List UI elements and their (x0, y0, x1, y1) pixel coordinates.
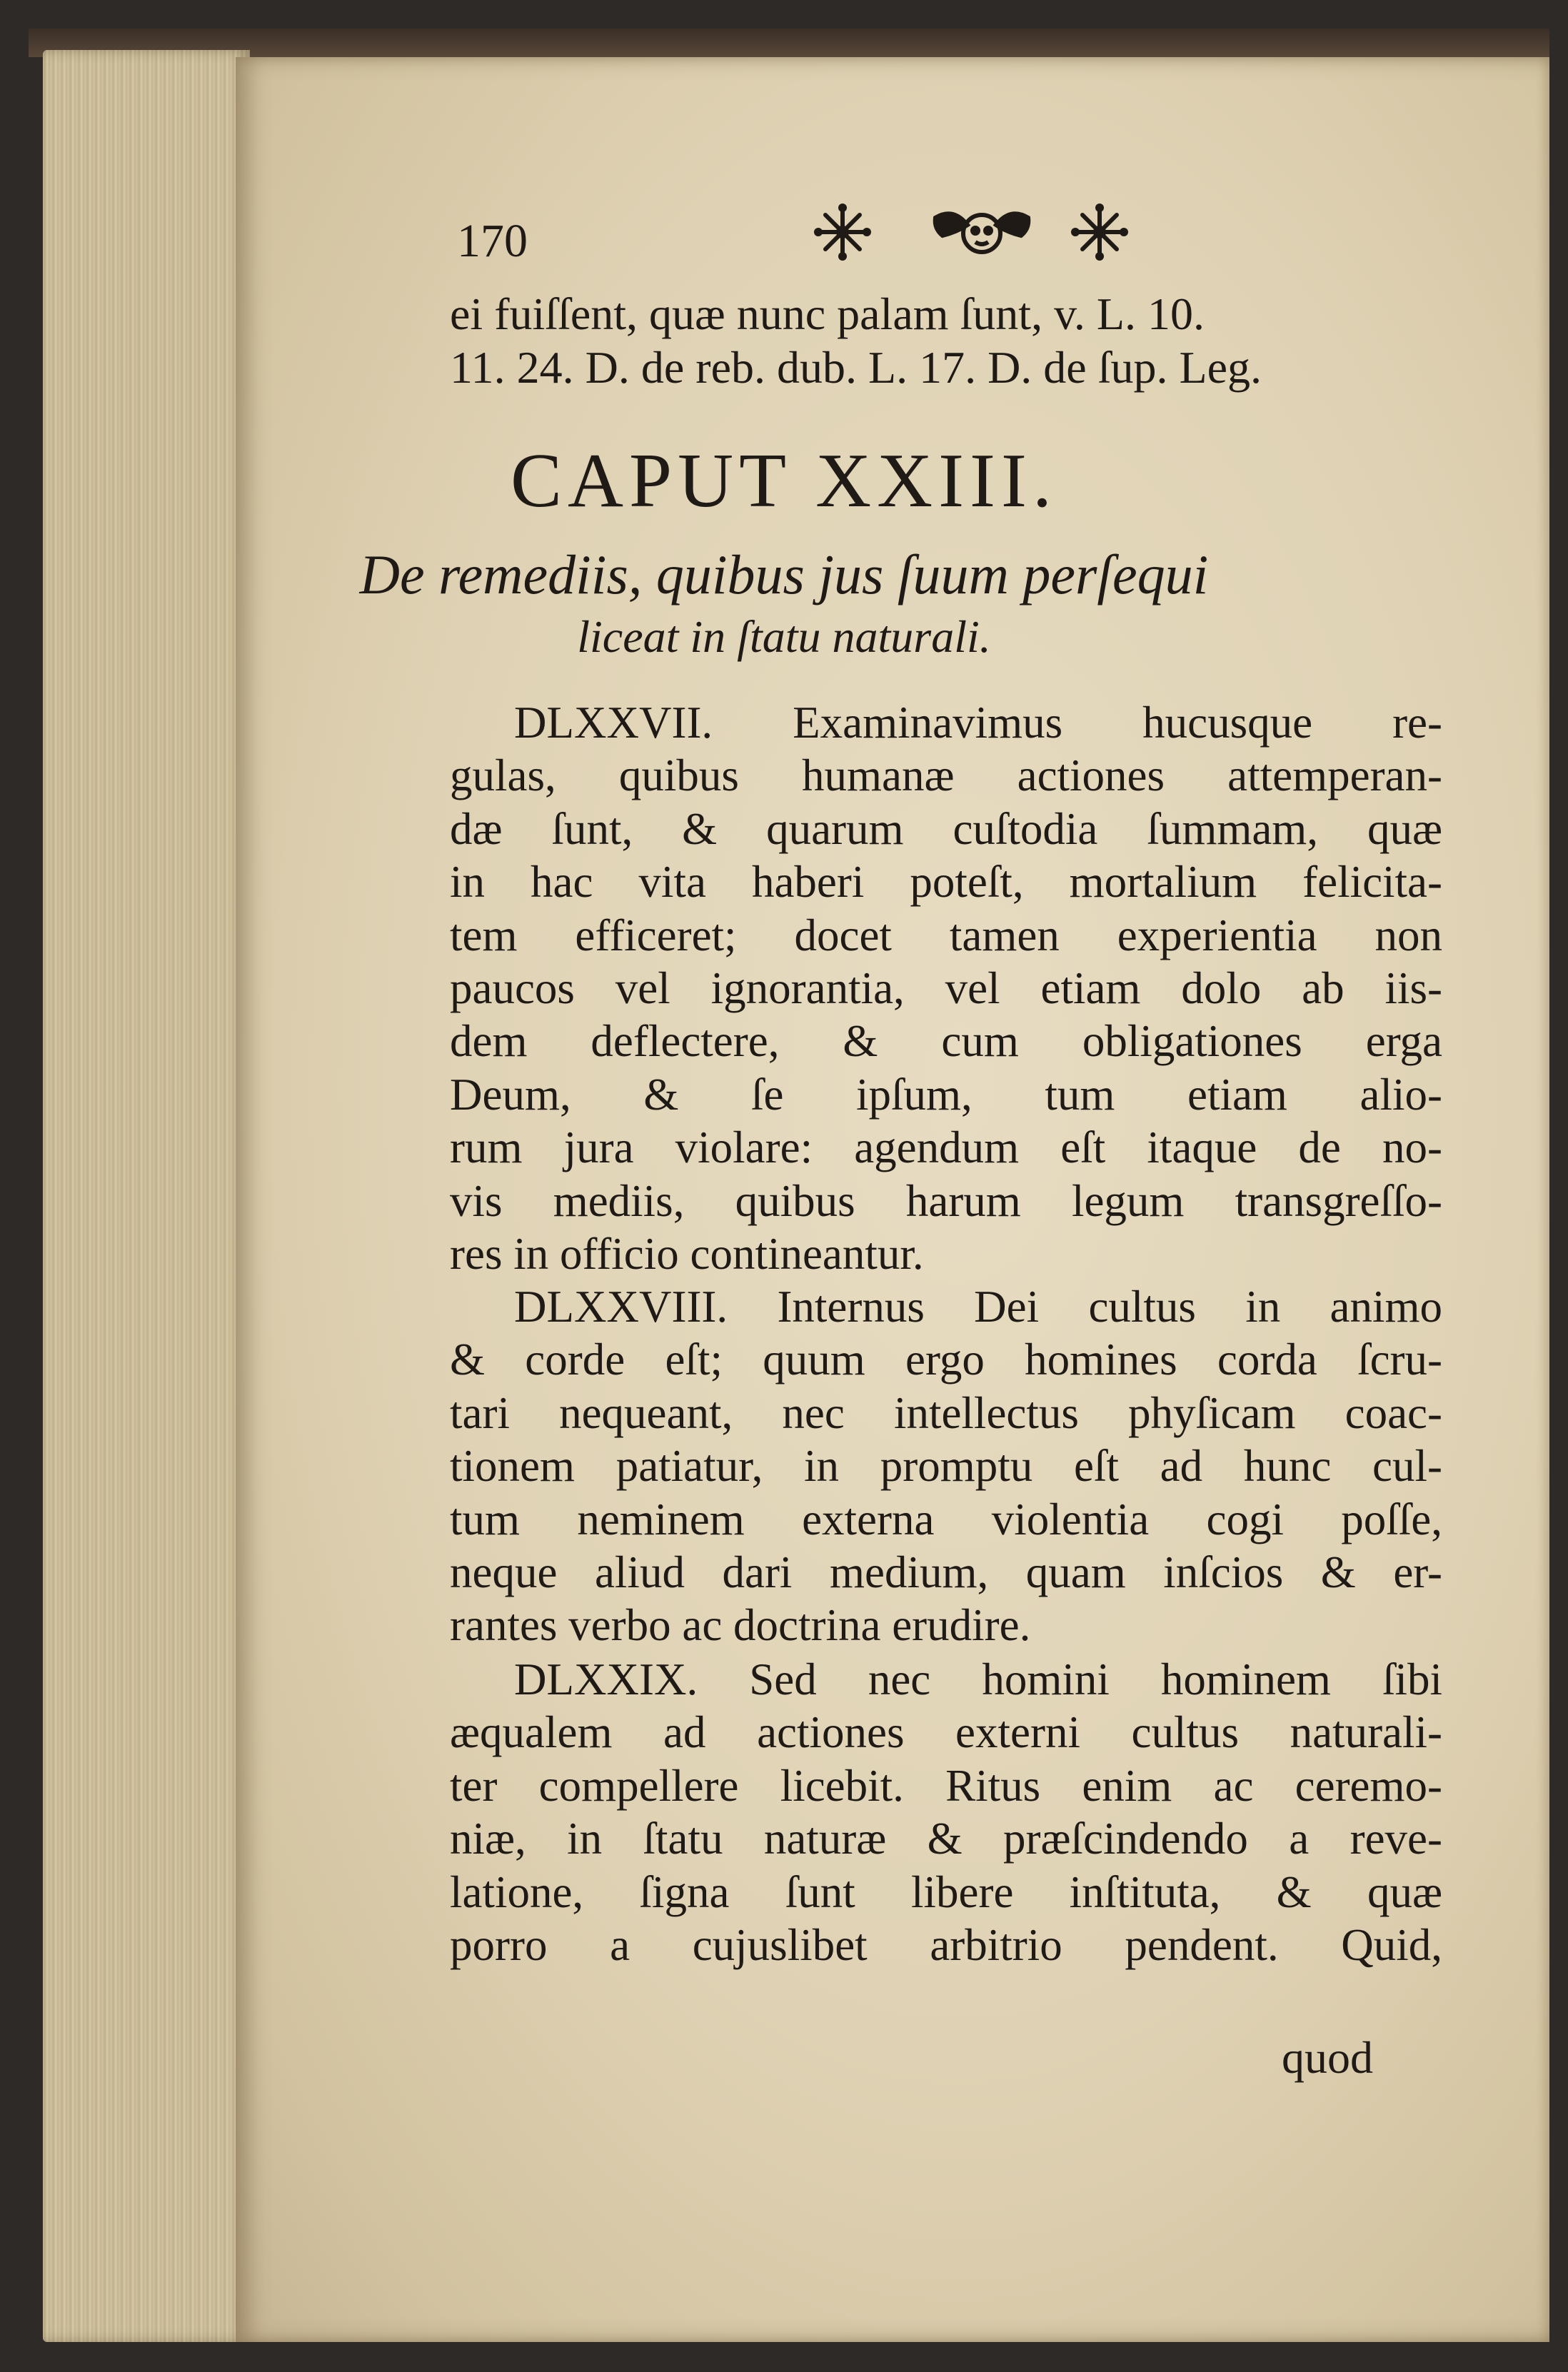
star-ornament-icon (1071, 200, 1128, 264)
chapter-subtitle-1: De remediis, quibus jus ſuum perſequi (359, 543, 1209, 605)
star-ornament-icon (814, 200, 871, 264)
paragraph-line: paucos vel ignorantia, vel etiam dolo ab iis- (450, 963, 1442, 1013)
paragraph-line: rum jura violare: agendum eſt itaque de no- (450, 1122, 1442, 1173)
paragraph-line: rantes verbo ac doctrina erudire. (450, 1600, 1031, 1651)
paragraph-line: DLXXVII. Examinavimus hucusque re- (514, 698, 1442, 748)
paragraph-line: ter compellere licebit. Ritus enim ac ceremo- (450, 1760, 1442, 1811)
paragraph-line: latione, ſigna ſunt libere inſtituta, & quæ (450, 1866, 1442, 1917)
cherub-head-icon (928, 200, 1035, 264)
paragraph-line: neque aliud dari medium, quam inſcios & er- (450, 1547, 1442, 1597)
paragraph-line: tari nequeant, nec intellectus phyſicam coac- (450, 1387, 1442, 1438)
paragraph-line: dem deflectere, & cum obligationes erga (450, 1016, 1442, 1067)
paragraph-line: tum neminem externa violentia cogi poſſe, (450, 1494, 1442, 1544)
page-number: 170 (457, 215, 528, 267)
paragraph-line: porro a cujuslibet arbitrio pendent. Quid, (450, 1919, 1442, 1970)
paragraph-line: vis mediis, quibus harum legum transgreſſo- (450, 1175, 1442, 1226)
paragraph-line: tionem patiatur, in promptu eſt ad hunc cul- (450, 1441, 1442, 1492)
paragraph-line: niæ, in ſtatu naturæ & præſcindendo a reve- (450, 1814, 1442, 1864)
paragraph-dlxxix (450, 1653, 1442, 1971)
paragraph-dlxxvii (450, 696, 1442, 1280)
catchword: quod (1282, 2032, 1373, 2083)
paragraph-line: & corde eſt; quum ergo homines corda ſcru- (450, 1335, 1442, 1385)
paragraph-line: æqualem ad actiones externi cultus naturali- (450, 1707, 1442, 1758)
book-page-edges (43, 50, 250, 2342)
paragraph-line: DLXXIX. Sed nec homini hominem ſibi (514, 1654, 1442, 1704)
paragraph-line: DLXXVIII. Internus Dei cultus in animo (514, 1282, 1442, 1332)
paragraph-line: in hac vita haberi poteſt, mortalium felicita- (450, 857, 1442, 908)
paragraph-line: res in officio contineantur. (450, 1228, 924, 1279)
chapter-subtitle-2: liceat in ſtatu naturali. (577, 611, 991, 662)
paragraph-line: gulas, quibus humanæ actiones attemperan- (450, 750, 1442, 801)
book-cover-edge (29, 29, 1549, 57)
paragraph-line: tem efficeret; docet tamen experientia non (450, 910, 1442, 960)
carry-line-1: ei fuiſſent, quæ nunc palam ſunt, v. L. 10. (450, 288, 1205, 339)
paragraph-line: dæ ſunt, & quarum cuſtodia ſummam, quæ (450, 803, 1442, 854)
carry-line-2: 11. 24. D. de reb. dub. L. 17. D. de ſup. Leg. (450, 342, 1262, 393)
paragraph-line: Deum, & ſe ipſum, tum etiam alio- (450, 1069, 1442, 1120)
paragraph-dlxxviii (450, 1280, 1442, 1652)
chapter-title: CAPUT XXIII. (511, 438, 1057, 523)
